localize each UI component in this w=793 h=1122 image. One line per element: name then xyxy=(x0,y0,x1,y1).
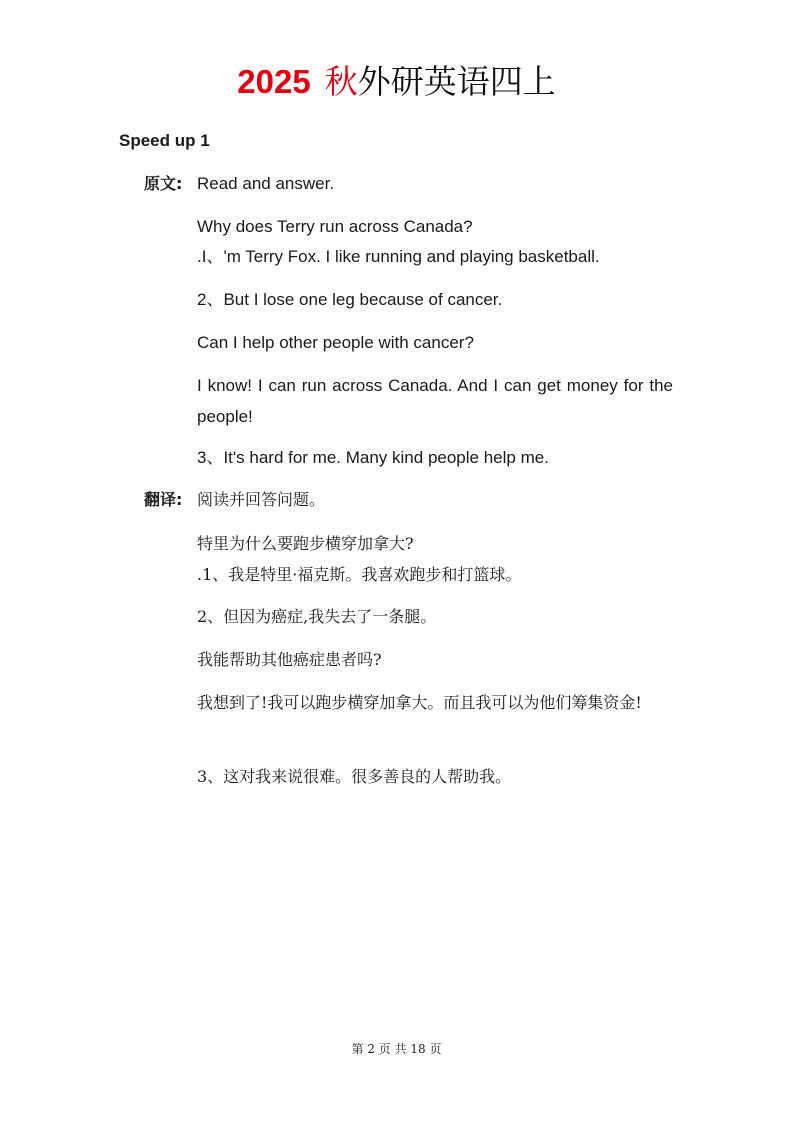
original-line-2: Why does Terry run across Canada? xyxy=(197,217,473,236)
translation-line-3: .1、我是特里·福克斯。我喜欢跑步和打篮球。 xyxy=(197,565,522,584)
title-year: 2025 xyxy=(237,63,311,100)
original-line-7: 3、It's hard for me. Many kind people help me. xyxy=(197,448,549,467)
translation-line-7: 3、这对我来说很难。很多善良的人帮助我。 xyxy=(197,767,512,786)
document-title xyxy=(0,60,793,104)
translation-line-4: 2、但因为癌症,我失去了一条腿。 xyxy=(197,607,437,626)
original-line-3: .I、'm Terry Fox. I like running and playing basketball. xyxy=(197,247,600,266)
title-text: 外研英语四上 xyxy=(357,62,556,101)
original-line-6: I know! I can run across Canada. And I can get money for the people! xyxy=(197,376,673,426)
translation-label: 翻译: xyxy=(144,490,183,509)
original-line-4: 2、But I lose one leg because of cancer. xyxy=(197,290,503,309)
original-label: 原文: xyxy=(144,174,183,193)
translation-line-5: 我能帮助其他癌症患者吗? xyxy=(197,650,382,669)
original-line-1: Read and answer. xyxy=(197,174,335,193)
translation-line-2: 特里为什么要跑步横穿加拿大? xyxy=(197,534,414,553)
title-season: 秋 xyxy=(324,62,358,101)
page-footer: 第 2 页 共 18 页 xyxy=(351,1042,442,1056)
section-heading: Speed up 1 xyxy=(119,131,210,150)
translation-line-1: 阅读并回答问题。 xyxy=(197,490,326,509)
translation-line-6: 我想到了!我可以跑步横穿加拿大。而且我可以为他们筹集资金! xyxy=(197,693,642,712)
original-line-5: Can I help other people with cancer? xyxy=(197,333,474,352)
